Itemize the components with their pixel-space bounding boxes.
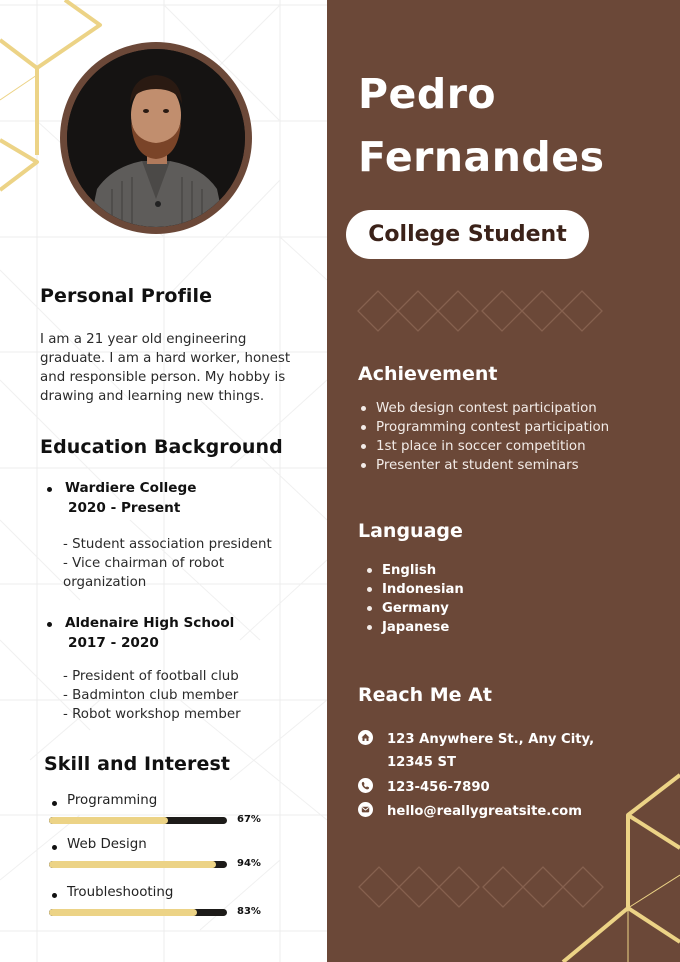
education-school: Wardiere College	[65, 480, 197, 496]
role-text: College Student	[368, 222, 567, 247]
contact-heading: Reach Me At	[358, 684, 492, 706]
bullet-icon	[52, 801, 57, 806]
education-years: 2017 - 2020	[68, 635, 159, 651]
skill-percent: 67%	[237, 814, 261, 825]
address-line-1: 123 Anywhere St., Any City,	[387, 732, 595, 747]
education-heading: Education Background	[40, 436, 283, 458]
bullet-icon	[52, 893, 57, 898]
skill-name: Troubleshooting	[67, 885, 174, 900]
profile-photo	[67, 49, 245, 227]
diamond-row-bottom	[359, 867, 603, 907]
achievement-list	[358, 399, 609, 475]
education-years: 2020 - Present	[68, 500, 181, 516]
language-list	[364, 561, 464, 637]
achievement-item: Web design contest participation	[358, 399, 609, 418]
person-portrait-icon	[67, 49, 245, 227]
right-panel	[327, 0, 680, 962]
skill-progress-bar	[49, 817, 227, 824]
language-heading: Language	[358, 520, 463, 542]
education-note: - President of football club	[63, 669, 239, 684]
skill-progress-bar	[49, 909, 227, 916]
skill-progress-fill	[49, 909, 197, 916]
profile-heading: Personal Profile	[40, 285, 213, 307]
education-notes	[63, 667, 303, 724]
education-note: - Student association president	[63, 537, 272, 552]
skill-progress-fill	[49, 861, 216, 868]
language-item: Germany	[364, 599, 464, 618]
skill-item	[48, 795, 288, 835]
profile-text: I am a 21 year old engineering graduate. I am a hard worker, honest and responsible person. My hobby is drawing and learning new things.	[40, 332, 291, 404]
role-badge	[346, 210, 589, 259]
left-panel	[0, 0, 327, 962]
mail-icon	[358, 802, 373, 817]
last-name: Fernandes	[358, 133, 605, 181]
achievement-item: Presenter at student seminars	[358, 456, 609, 475]
skill-progress-bar	[49, 861, 227, 868]
phone-number: 123-456-7890	[387, 780, 490, 795]
language-item: English	[364, 561, 464, 580]
diamond-row-top	[358, 291, 602, 331]
education-notes	[63, 535, 303, 592]
education-note: - Badminton club member	[63, 688, 239, 703]
language-item: Japanese	[364, 618, 464, 637]
bullet-icon	[52, 845, 57, 850]
skill-percent: 83%	[237, 906, 261, 917]
bullet-icon	[47, 622, 52, 627]
skill-percent: 94%	[237, 858, 261, 869]
skill-item	[48, 839, 288, 879]
bullet-icon	[47, 487, 52, 492]
education-note: - Vice chairman of robot organization	[63, 556, 225, 590]
first-name: Pedro	[358, 70, 497, 118]
language-item: Indonesian	[364, 580, 464, 599]
home-icon	[358, 730, 373, 745]
achievement-item: 1st place in soccer competition	[358, 437, 609, 456]
skill-progress-fill	[49, 817, 168, 824]
email-address: hello@reallygreatsite.com	[387, 804, 582, 819]
skills-heading: Skill and Interest	[44, 753, 231, 775]
education-note: - Robot workshop member	[63, 707, 241, 722]
address-line-2: 12345 ST	[387, 755, 456, 770]
skill-name: Web Design	[67, 837, 147, 852]
profile-photo-frame	[60, 42, 252, 234]
skill-name: Programming	[67, 793, 158, 808]
skill-item	[48, 887, 288, 927]
achievement-heading: Achievement	[358, 363, 498, 385]
phone-icon	[358, 778, 373, 793]
education-school: Aldenaire High School	[65, 615, 235, 631]
achievement-item: Programming contest participation	[358, 418, 609, 437]
